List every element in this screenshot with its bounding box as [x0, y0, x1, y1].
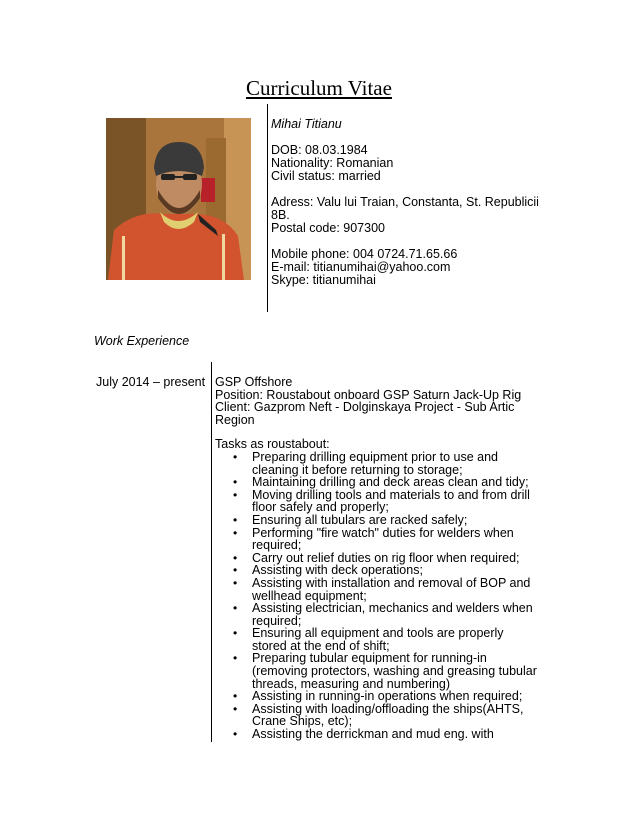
job-client-line-2: Region — [215, 412, 255, 427]
task-text-line: Assisting the derrickman and mud eng. with — [252, 727, 494, 742]
civil-status: Civil status: married — [271, 169, 381, 183]
task-text-line: Maintaining drilling and deck areas clean and tidy; — [252, 475, 529, 490]
task-text-line: Ensuring all tubulars are racked safely; — [252, 512, 468, 527]
task-text-line: Assisting in running-in operations when required; — [252, 689, 523, 704]
profile-photo — [106, 118, 251, 280]
task-text-line: (removing protectors, washing and greasing tubular — [252, 664, 537, 679]
mobile-phone: Mobile phone: 004 0724.71.65.66 — [271, 247, 458, 261]
tasks-heading: Tasks as roustabout: — [215, 437, 330, 452]
bullet-icon: • — [233, 525, 238, 540]
task-item — [215, 514, 545, 527]
task-item — [215, 451, 545, 476]
task-text-line: wellhead equipment; — [252, 588, 367, 603]
task-item — [215, 577, 545, 602]
bullet-icon: • — [233, 512, 238, 527]
task-item — [215, 489, 545, 514]
work-divider-line — [211, 362, 212, 742]
job-details — [215, 376, 545, 741]
task-text-line: Crane Ships, etc); — [252, 714, 353, 729]
task-text-line: required; — [252, 613, 302, 628]
nationality: Nationality: Romanian — [271, 156, 394, 170]
task-item — [215, 728, 545, 741]
bullet-icon: • — [233, 651, 238, 666]
job-client-line-1: Client: Gazprom Neft - Dolginskaya Project - Sub Artic — [215, 400, 515, 415]
skype: Skype: titianumihai — [271, 273, 376, 287]
address-line-2: 8B. — [271, 208, 290, 222]
person-name: Mihai Titianu — [271, 117, 342, 131]
bullet-icon: • — [233, 601, 238, 616]
task-text-line: Performing "fire watch" duties for welders when — [252, 525, 514, 540]
task-item — [215, 476, 545, 489]
task-item — [215, 602, 545, 627]
task-text-line: Carry out relief duties on rig floor when required; — [252, 550, 520, 565]
bullet-icon: • — [233, 449, 238, 464]
task-item — [215, 527, 545, 552]
bullet-icon: • — [233, 689, 238, 704]
bullet-icon: • — [233, 550, 238, 565]
address-line-1: Adress: Valu lui Traian, Constanta, St. Republicii — [271, 195, 539, 209]
date-of-birth: DOB: 08.03.1984 — [271, 143, 368, 157]
bullet-icon: • — [233, 626, 238, 641]
task-item — [215, 627, 545, 652]
bullet-icon: • — [233, 575, 238, 590]
bullet-icon: • — [233, 727, 238, 742]
bullet-icon: • — [233, 487, 238, 502]
task-text-line: Ensuring all equipment and tools are properly — [252, 626, 504, 641]
task-text-line: Preparing drilling equipment prior to use and — [252, 449, 498, 464]
bullet-icon: • — [233, 475, 238, 490]
task-text-line: Preparing tubular equipment for running-in — [252, 651, 487, 666]
task-text-line: Assisting with deck operations; — [252, 563, 423, 578]
job-company: GSP Offshore — [215, 375, 293, 389]
task-list — [215, 451, 545, 741]
task-item — [215, 652, 545, 690]
task-text-line: required; — [252, 538, 302, 553]
task-text-line: floor safely and properly; — [252, 500, 389, 515]
personal-info — [271, 118, 561, 287]
task-item — [215, 690, 545, 703]
task-text-line: threads, measuring and numbering) — [252, 676, 451, 691]
task-text-line: Moving drilling tools and materials to and from drill — [252, 487, 530, 502]
task-text-line: stored at the end of shift; — [252, 638, 390, 653]
task-text-line: Assisting with installation and removal of BOP and — [252, 575, 531, 590]
profile-photo-image — [106, 118, 251, 280]
task-text-line: Assisting electrician, mechanics and welders when — [252, 601, 533, 616]
task-item — [215, 703, 545, 728]
work-experience-heading: Work Experience — [94, 334, 190, 348]
task-text-line: Assisting with loading/offloading the ships(AHTS, — [252, 701, 524, 716]
task-text-line: cleaning it before returning to storage; — [252, 462, 463, 477]
email: E-mail: titianumihai@yahoo.com — [271, 260, 451, 274]
document-title: Curriculum Vitae — [246, 76, 392, 100]
job-period: July 2014 – present — [96, 375, 206, 389]
bullet-icon: • — [233, 563, 238, 578]
bullet-icon: • — [233, 701, 238, 716]
job-position: Position: Roustabout onboard GSP Saturn Jack-Up Rig — [215, 387, 522, 402]
header-divider-line — [267, 104, 268, 312]
postal-code: Postal code: 907300 — [271, 221, 385, 235]
